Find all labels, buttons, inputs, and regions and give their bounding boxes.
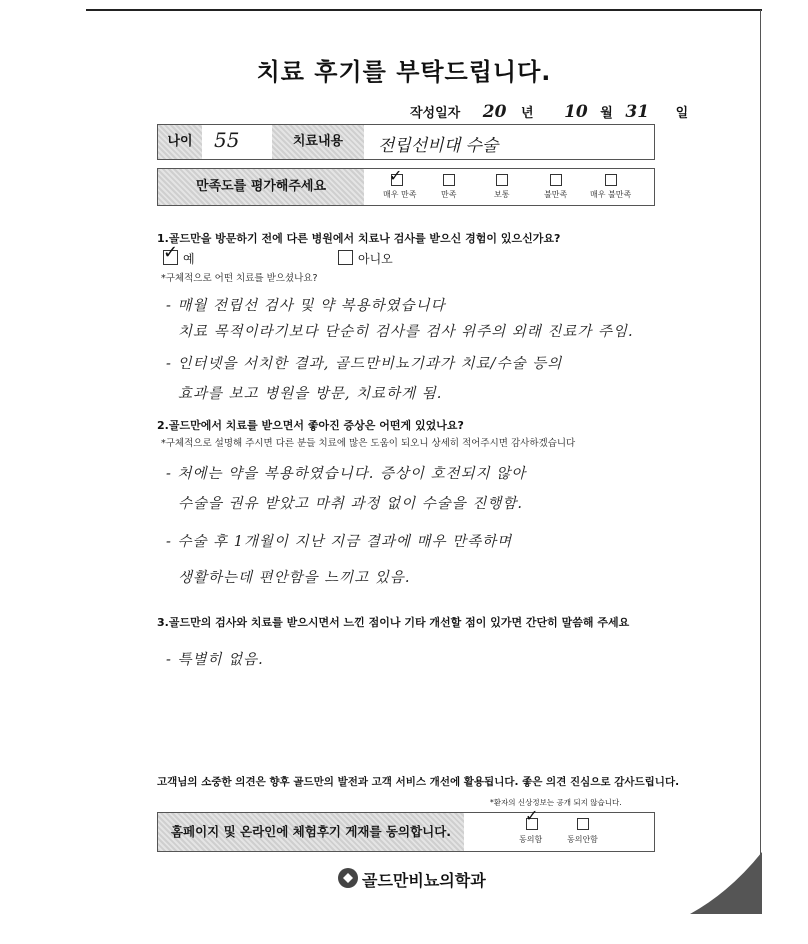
rating-satisfied-checkbox[interactable] [443, 174, 455, 186]
logo-text: 골드만비뇨의학과 [362, 871, 486, 890]
q1-answer-line-3[interactable]: - 인터넷을 서치한 결과, 골드만비뇨기과가 치료/수술 등의 [166, 356, 563, 372]
q1-no-checkbox[interactable] [338, 250, 353, 265]
q2-sub: *구체적으로 설명해 주시면 다른 분들 치료에 많은 도움이 되오니 상세히 적어주시면 감사하겠습니다 [161, 438, 576, 449]
treatment-value[interactable]: 전립선비대 수술 [378, 136, 499, 156]
q2-answer-line-4[interactable]: 생활하는데 편안함을 느끼고 있음. [178, 570, 411, 586]
date-month[interactable]: 10 [564, 102, 588, 122]
date-label: 작성일자 [410, 106, 461, 121]
q1-sub: *구체적으로 어떤 치료를 받으셨나요? [161, 273, 318, 284]
rating-neutral-label: 보통 [494, 190, 510, 199]
q1-answer-line-2[interactable]: 치료 목적이라기보다 단순히 검사를 검사 위주의 외래 진료가 주임. [178, 324, 634, 340]
date-day[interactable]: 31 [625, 102, 650, 122]
question-1: 1.골드만을 방문하기 전에 다른 병원에서 치료나 검사를 받으신 경험이 있으신가요? [157, 232, 561, 245]
q3-answer-line-1[interactable]: - 특별히 없음. [166, 652, 264, 668]
rating-very-dissatisfied-checkbox[interactable] [605, 174, 617, 186]
logo-icon [338, 868, 358, 888]
form-title: 치료 후기를 부탁드립니다. [256, 58, 552, 86]
footer-notice: 고객님의 소중한 의견은 향후 골드만의 발전과 고객 서비스 개선에 활용됩니다. 좋은 의견 진심으로 감사드립니다. [157, 776, 680, 788]
consent-disagree-checkbox[interactable] [577, 818, 589, 830]
rating-satisfied-label: 만족 [441, 190, 457, 199]
check-mark-icon: ✓ [389, 166, 403, 185]
treatment-label: 치료내용 [272, 125, 364, 159]
q2-answer-line-2[interactable]: 수술을 권유 받았고 마취 과정 없이 수술을 진행함. [178, 496, 524, 512]
date-year-unit: 년 [520, 106, 534, 121]
consent-label: 홈페이지 및 온라인에 체험후기 게재를 동의합니다. [158, 813, 464, 851]
check-mark-icon: ✓ [525, 806, 539, 825]
rating-very-dissatisfied-label: 매우 불만족 [590, 190, 632, 199]
question-2: 2.골드만에서 치료를 받으면서 좋아진 증상은 어떤게 있었나요? [157, 419, 464, 432]
satisfaction-label: 만족도를 평가해주세요 [158, 169, 364, 205]
date-day-unit: 일 [675, 106, 689, 121]
rating-dissatisfied-checkbox[interactable] [550, 174, 562, 186]
q2-answer-line-1[interactable]: - 처에는 약을 복용하였습니다. 증상이 호전되지 않아 [166, 466, 527, 482]
privacy-notice: *환자의 신상정보는 공개 되지 않습니다. [490, 798, 622, 807]
age-label: 나이 [158, 125, 202, 159]
q1-no-label: 아니오 [358, 252, 393, 266]
q1-answer-line-1[interactable]: - 매월 전립선 검사 및 약 복용하였습니다 [166, 298, 446, 314]
q2-answer-line-3[interactable]: - 수술 후 1개월이 지난 지금 결과에 매우 만족하며 [166, 534, 513, 550]
age-value[interactable]: 55 [214, 128, 240, 152]
consent-agree-label: 동의함 [519, 835, 543, 844]
date-year[interactable]: 20 [482, 102, 507, 122]
rating-very-satisfied-label: 매우 만족 [383, 190, 417, 199]
consent-disagree-label: 동의안함 [567, 835, 598, 844]
date-month-unit: 월 [600, 106, 613, 121]
rating-neutral-checkbox[interactable] [496, 174, 508, 186]
top-border [86, 9, 762, 11]
right-border [760, 10, 761, 910]
question-3: 3.골드만의 검사와 치료를 받으시면서 느낀 점이나 기타 개선할 점이 있가면 간단히 말씀해 주세요 [157, 616, 630, 629]
check-mark-icon: ✓ [163, 242, 179, 263]
date-row [410, 102, 688, 122]
page-corner-shape [690, 852, 762, 914]
rating-dissatisfied-label: 불만족 [544, 190, 568, 199]
q1-yes-label: 예 [183, 252, 195, 266]
q1-answer-line-4[interactable]: 효과를 보고 병원을 방문, 치료하게 됨. [178, 386, 443, 402]
